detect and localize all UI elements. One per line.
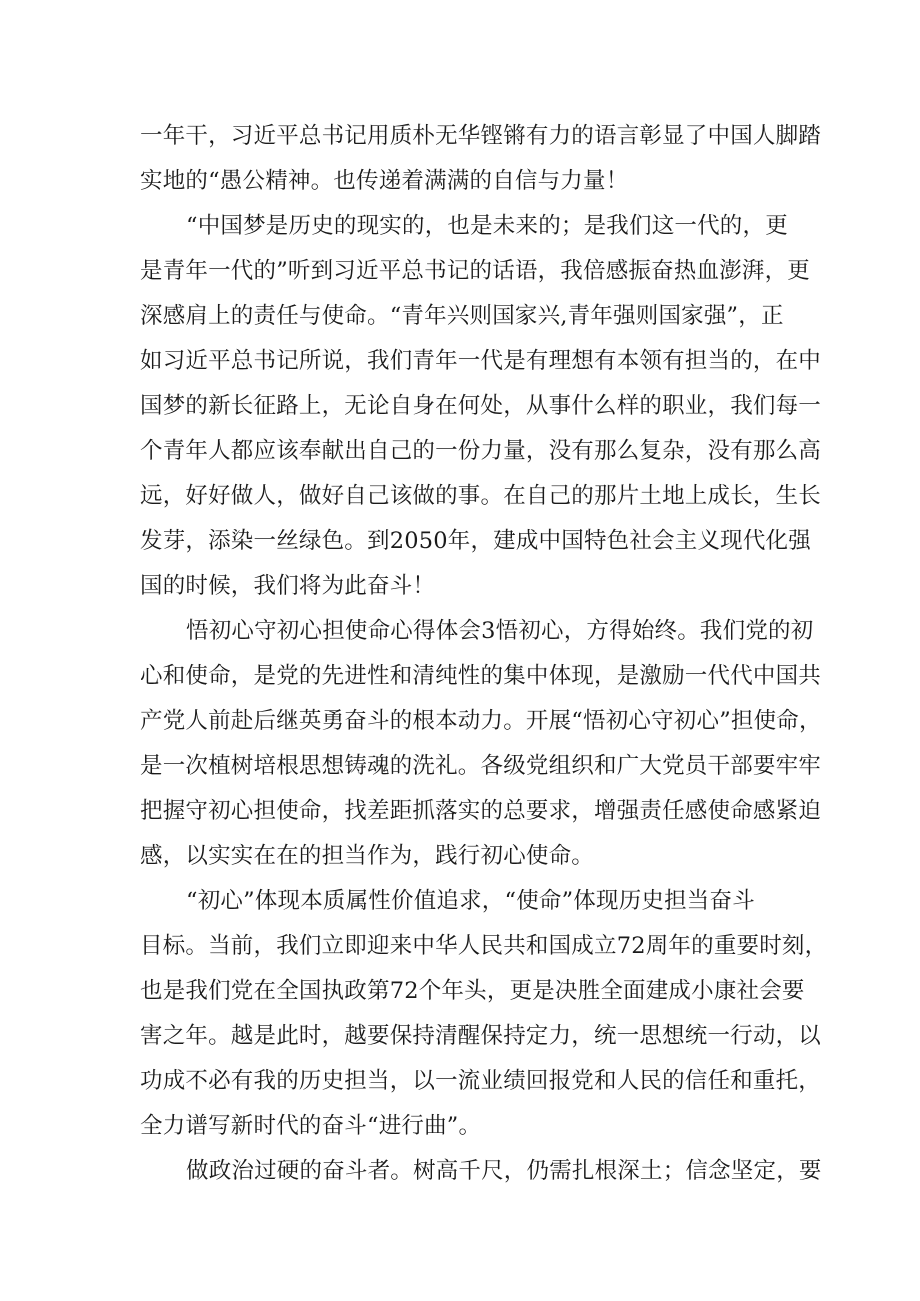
paragraph-4-line-4: 害之年。越是此时，越要保持清醒保持定力，统一思想统一行动，以 [140, 1023, 822, 1049]
paragraph-2-line-5: 国梦的新长征路上，无论自身在何处，从事什么样的职业，我们每一 [140, 393, 822, 419]
paragraph-5-line-1: 做政治过硬的奋斗者。树高千尺，仍需扎根深土；信念坚定，要 [186, 1158, 822, 1184]
paragraph-3-line-2: 心和使命，是党的先进性和清纯性的集中体现，是激励一代代中国共 [140, 663, 822, 689]
paragraph-3-line-1: 悟初心守初心担使命心得体会3悟初心，方得始终。我们党的初 [186, 618, 814, 644]
paragraph-1-line-2: 实地的“愚公精神。也传递着满满的自信与力量！ [140, 168, 629, 194]
paragraph-3-line-3: 产党人前赴后继英勇奋斗的根本动力。开展“悟初心守初心”担使命， [140, 708, 822, 734]
paragraph-2-line-4: 如习近平总书记所说，我们青年一代是有理想有本领有担当的，在中 [140, 348, 822, 374]
paragraph-4-line-5: 功成不必有我的历史担当，以一流业绩回报党和人民的信任和重托， [140, 1068, 822, 1094]
paragraph-1-line-1: 一年干，习近平总书记用质朴无华铿锵有力的语言彰显了中国人脚踏 [140, 123, 822, 149]
paragraph-2-line-6: 个青年人都应该奉献出自己的一份力量，没有那么复杂，没有那么高 [140, 438, 822, 464]
paragraph-2-line-9: 国的时候，我们将为此奋斗！ [140, 573, 436, 599]
paragraph-3-line-6: 感，以实实在在的担当作为，践行初心使命。 [140, 843, 595, 869]
paragraph-2-line-1: “中国梦是历史的现实的，也是未来的；是我们这一代的，更 [186, 213, 788, 239]
paragraph-4-line-2: 目标。当前，我们立即迎来中华人民共和国成立72周年的重要时刻， [140, 933, 828, 959]
paragraph-2-line-7: 远，好好做人，做好自己该做的事。在自己的那片土地上成长，生长 [140, 483, 822, 509]
paragraph-4-line-3: 也是我们党在全国执政第72个年头，更是决胜全面建成小康社会要 [140, 978, 805, 1004]
paragraph-3-line-5: 把握守初心担使命，找差距抓落实的总要求，增强责任感使命感紧迫 [140, 798, 822, 824]
paragraph-2-line-8: 发芽，添染一丝绿色。到2050年，建成中国特色社会主义现代化强 [140, 528, 811, 554]
paragraph-3-line-4: 是一次植树培根思想铸魂的洗礼。各级党组织和广大党员干部要牢牢 [140, 753, 822, 779]
paragraph-4-line-1: “初心”体现本质属性价值追求，“使命”体现历史担当奋斗 [186, 888, 755, 914]
paragraph-4-line-6: 全力谱写新时代的奋斗“进行曲”。 [140, 1113, 482, 1139]
paragraph-2-line-3: 深感肩上的责任与使命。“青年兴则国家兴,青年强则国家强”，正 [140, 303, 784, 329]
paragraph-2-line-2: 是青年一代的”听到习近平总书记的话语，我倍感振奋热血澎湃，更 [140, 258, 811, 284]
